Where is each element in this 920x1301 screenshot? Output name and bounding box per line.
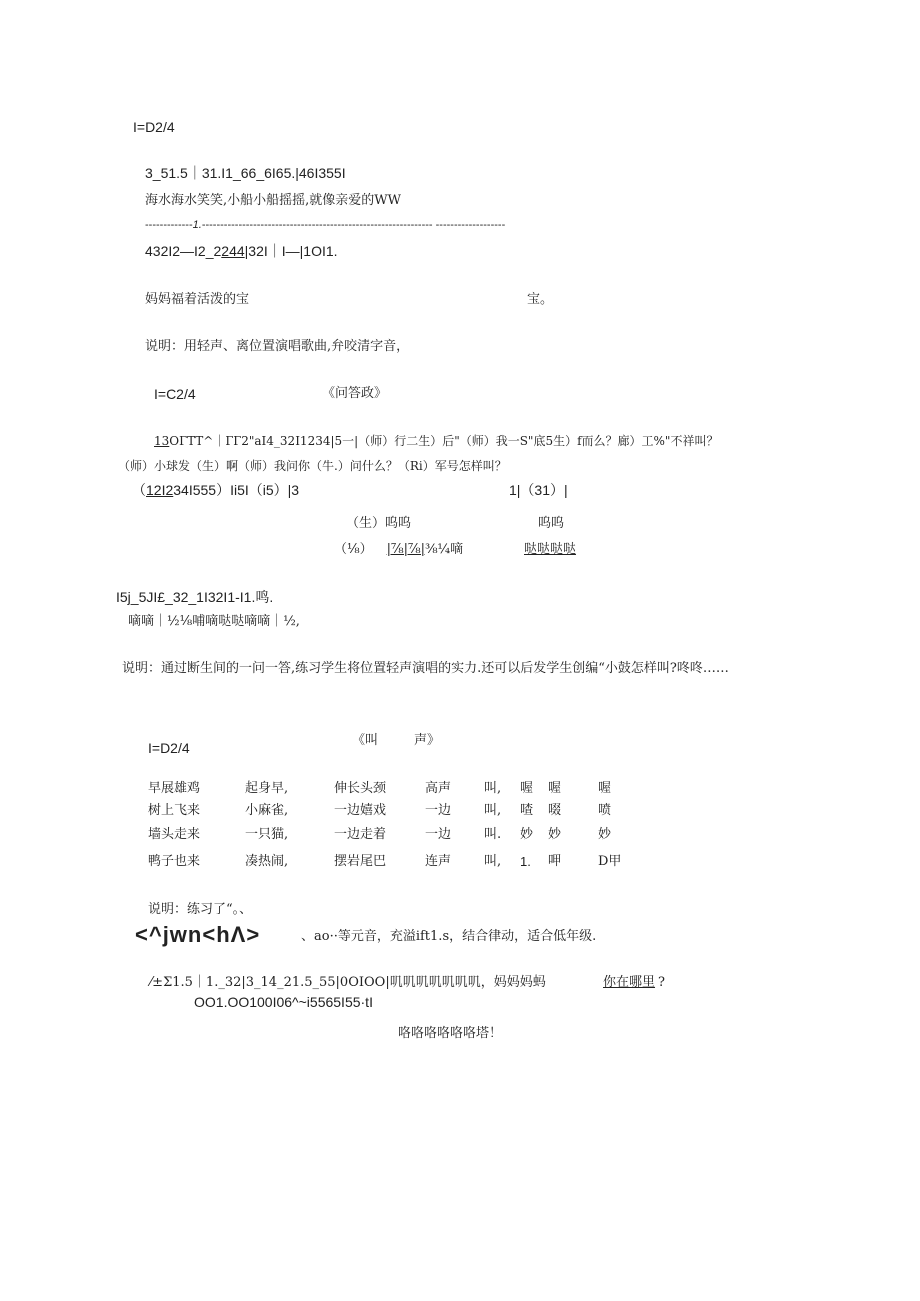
lyric-cell-r1-c2: 一边嬉戏 <box>334 803 387 818</box>
lyric-cell-r3-c7: D甲 <box>598 854 622 869</box>
dada-row: 哒哒哒哒 <box>524 542 577 557</box>
lyric-cell-r3-c6: 呷 <box>548 854 562 869</box>
notation-3-part-b: 34I555）Ii5I（i5）|3 <box>173 482 300 498</box>
note-3: 说明：练习了“。、 <box>148 902 253 917</box>
song-title-2: 《问答政》 <box>322 386 388 401</box>
lyric-cell-r0-c5: 喔 <box>520 781 534 796</box>
fraction-row <box>334 542 463 558</box>
notation-line-2 <box>145 243 338 259</box>
note-3-rest: 、ao··等元音，充溢ift1.s，结合律动，适合低年级. <box>301 929 597 944</box>
notation-line-8: ⁄±Σ1.5｜1._32|3_14_21.5_55|0OIOO|叽叽叽叽叽叽叽，妈妈妈蚂 <box>150 975 546 990</box>
key-signature-3: I=D2/4 <box>148 740 190 756</box>
gege-line: 咯咯咯咯咯咯塔！ <box>398 1026 503 1041</box>
lyric-cell-r3-c1: 凑热闹, <box>245 854 289 869</box>
notation-2-underlined: 244 <box>221 243 245 259</box>
song-title-3-a: 《叫 <box>352 733 379 748</box>
lyric-cell-r1-c5: 喳 <box>520 803 534 818</box>
lyric-cell-r1-c1: 小麻雀, <box>245 803 289 818</box>
dialog-1-underlined: 13 <box>154 434 170 448</box>
lyric-cell-r1-c3: 一边 <box>425 803 452 818</box>
lyric-cell-r0-c2: 伸长头颈 <box>334 781 387 796</box>
lyric-cell-r3-c4: 叫, <box>484 854 502 869</box>
lyric-cell-r0-c0: 早展雄鸡 <box>148 781 201 796</box>
lyric-cell-r2-c7: 妙 <box>598 827 612 842</box>
lyric-cell-r2-c2: 一边走着 <box>334 827 387 842</box>
fraction-row-a: （⅛） <box>334 542 373 557</box>
key-signature-2: I=C2/4 <box>154 386 196 402</box>
key-signature-1: I=D2/4 <box>133 119 175 135</box>
lyric-cell-r0-c6: 喔 <box>548 781 562 796</box>
dialog-line-2: （师）小球发（生）啊（师）我问你（牛.）问什么？（Ri）军号怎样叫？ <box>118 459 507 473</box>
notation-line-3-end: 1|（31）| <box>509 482 568 498</box>
lyric-cell-r0-c7: 喔 <box>598 781 612 796</box>
notation-2-part-a: 432I2—I2_2 <box>145 243 222 259</box>
lyric-cell-r3-c5: 1. <box>520 854 531 869</box>
vowel-sequence: <^jwn<hΛ> <box>135 922 261 947</box>
lyric-cell-r0-c3: 高声 <box>425 781 452 796</box>
lyric-cell-r0-c4: 叫, <box>484 781 502 796</box>
notation-line-1: 3_51.5｜31.I1_66_6I65.|46I355I <box>145 165 346 181</box>
notation-line-6: I5j_5JI£_32_1I32I1-I1.鸣. <box>116 589 274 605</box>
lyrics-line-7: 嘀嘀｜½⅛哺嘀哒哒嘀嘀｜½, <box>128 614 300 629</box>
dialog-1-text: OГTT^｜ГГ2"aI4_32I1234|5一|（师）行二生）后"（师）我一S"底5生）f而么？廊）工%"不祥叫？ <box>169 434 719 448</box>
lyric-cell-r2-c4: 叫. <box>484 827 502 842</box>
student-wuwu: （生）呜呜 <box>346 516 412 531</box>
notation-line-9: OO1.OO100I06^~i5565I55·tI <box>194 994 373 1010</box>
wuwu: 呜呜 <box>538 516 565 531</box>
lyric-cell-r1-c6: 啜 <box>548 803 562 818</box>
lyric-cell-r3-c3: 连声 <box>425 854 452 869</box>
notation-3-open: （ <box>132 482 146 498</box>
song-title-3-b: 声》 <box>414 733 441 748</box>
lyrics-line-2-end: 宝。 <box>527 292 554 307</box>
lyric-cell-r0-c1: 起身早, <box>245 781 289 796</box>
dialog-line-1 <box>154 433 718 449</box>
lyric-cell-r2-c6: 妙 <box>548 827 562 842</box>
dash-run-a: ------------- <box>145 219 193 231</box>
lyric-cell-r1-c7: 喷 <box>598 803 612 818</box>
lyric-cell-r2-c1: 一只猫, <box>245 827 289 842</box>
note-2: 说明：通过断生间的一问一答,练习学生将位置轻声演唱的实力.还可以后发学生创编“小鼓怎样叫?咚咚…… <box>122 661 729 676</box>
lyric-cell-r3-c2: 摆岩尾巴 <box>334 854 387 869</box>
fraction-row-underlined: |⅞|⅞| <box>386 542 425 557</box>
where-are-you: 你在哪里 <box>603 975 656 990</box>
dash-separator <box>145 217 505 233</box>
notation-2-part-b: |32I｜I—|1OI1. <box>244 243 338 259</box>
note-1: 说明：用轻声、离位置演唱歌曲,弁咬清字音， <box>145 339 410 354</box>
dash-run-b: --------------------------------------------------------------- ------------------- <box>201 219 506 231</box>
question-mark: ? <box>658 975 665 990</box>
notation-line-3 <box>132 482 299 498</box>
lyric-cell-r2-c3: 一边 <box>425 827 452 842</box>
notation-3-underlined: 12I2 <box>146 482 174 498</box>
lyric-cell-r1-c4: 叫, <box>484 803 502 818</box>
dash-mark: 1. <box>192 219 202 231</box>
lyric-cell-r2-c0: 墙头走来 <box>148 827 201 842</box>
fraction-row-b: ⅜¼嘀 <box>424 542 464 557</box>
lyric-cell-r3-c0: 鸭子也来 <box>148 854 201 869</box>
lyrics-line-2: 妈妈福着活泼的宝 <box>145 292 250 307</box>
lyric-cell-r1-c0: 树上飞来 <box>148 803 201 818</box>
lyrics-line-1: 海水海水笑笑,小船小船摇摇,就像亲爱的WW <box>145 193 401 208</box>
lyric-cell-r2-c5: 妙 <box>520 827 534 842</box>
